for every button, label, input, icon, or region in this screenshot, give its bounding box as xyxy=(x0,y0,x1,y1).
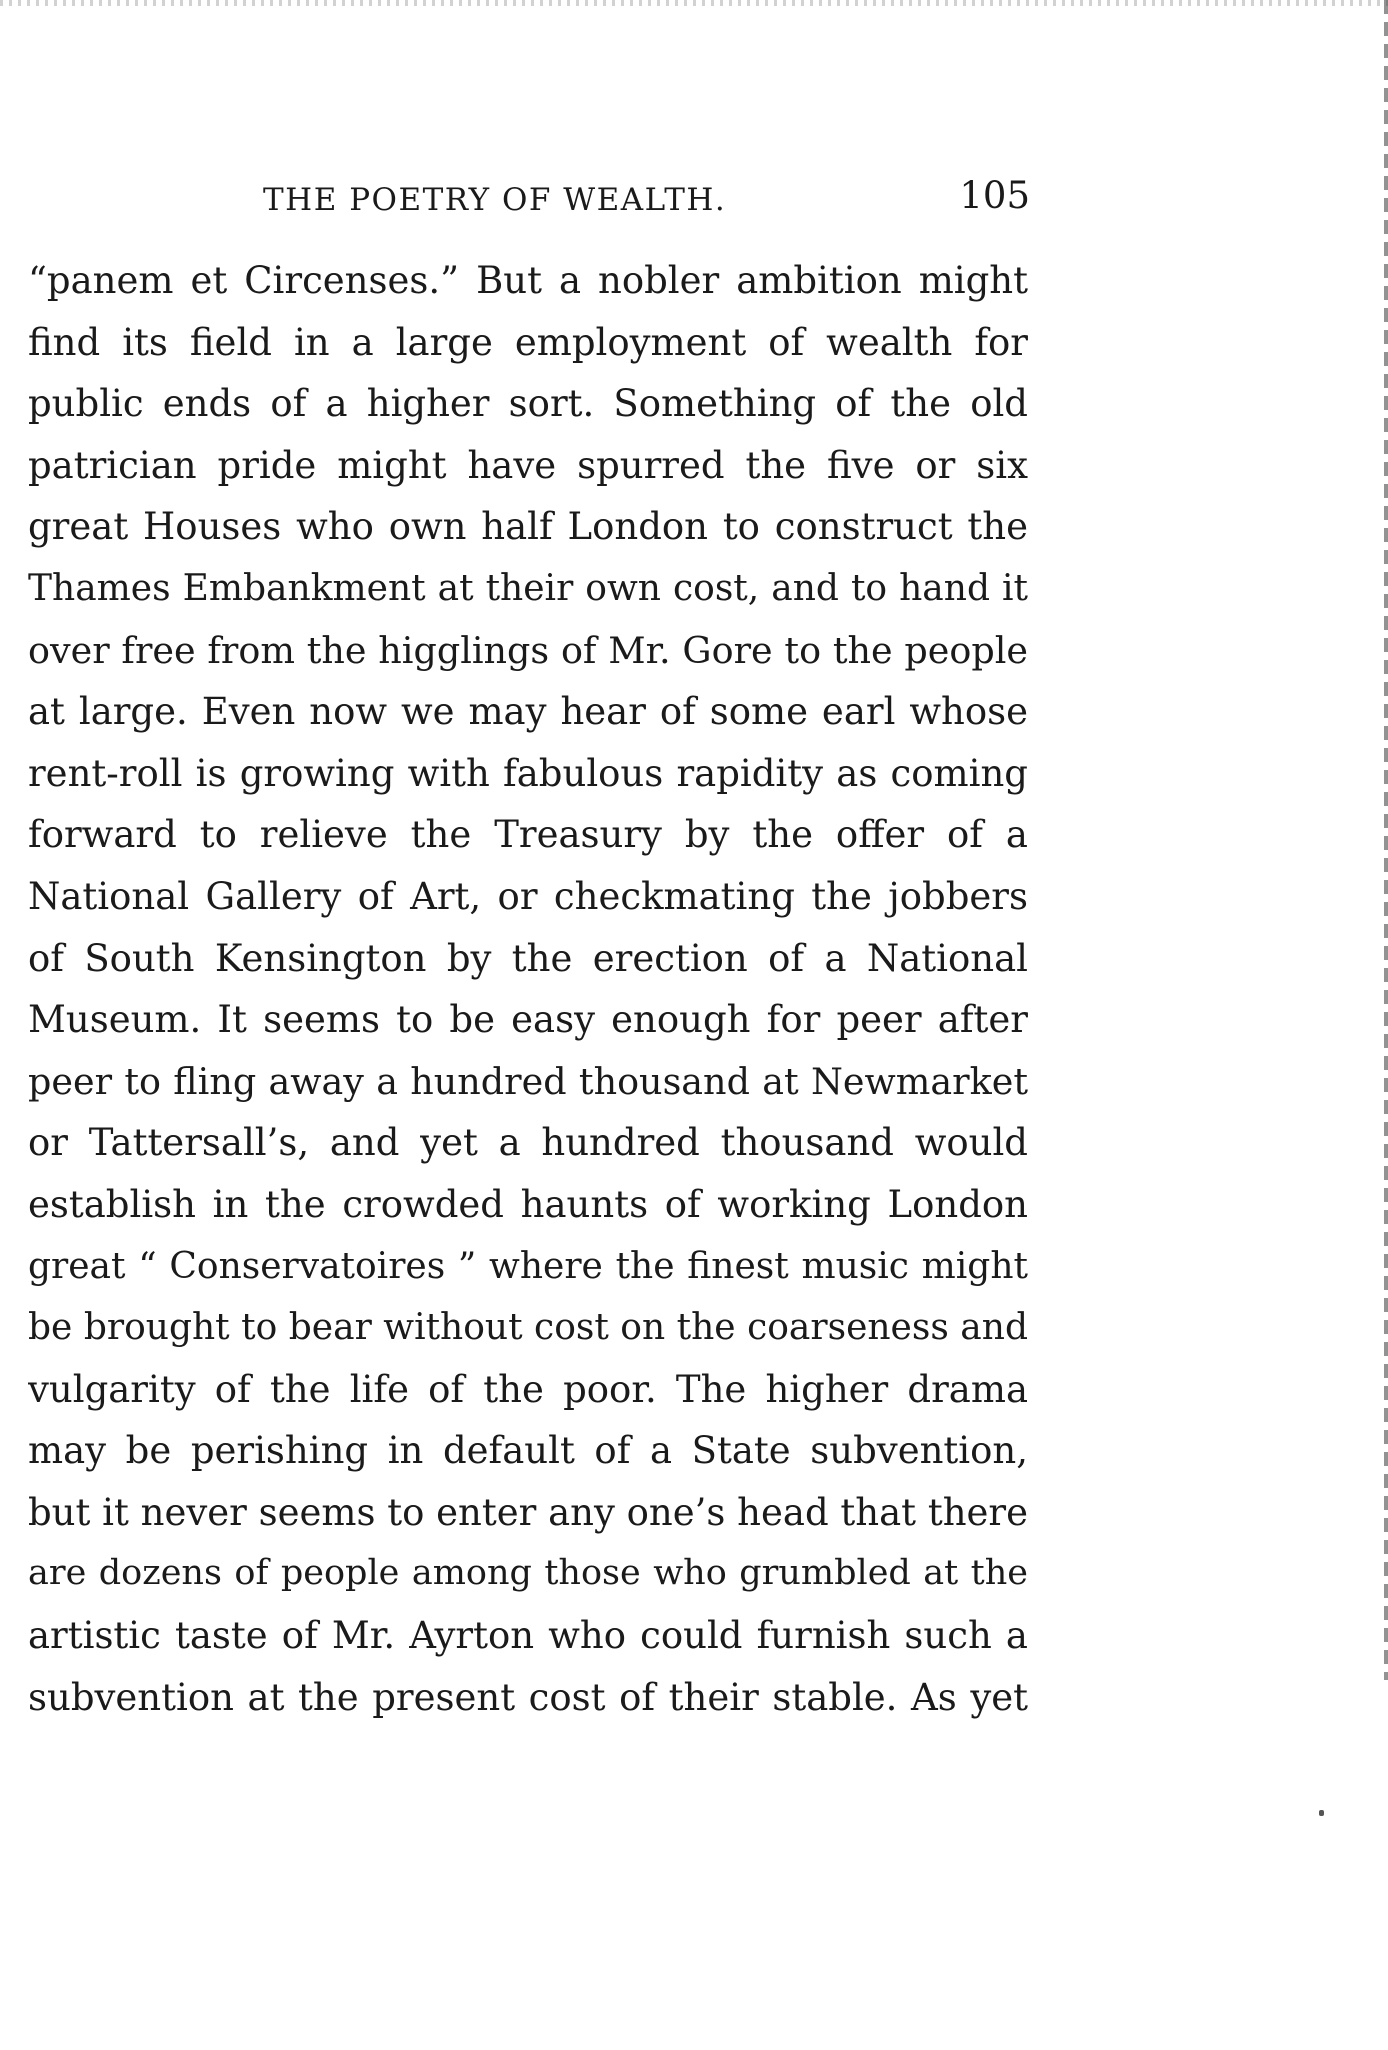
page-header xyxy=(263,172,1030,224)
text-line: or Tattersall’s, and yet a hundred thousand would xyxy=(28,1121,1028,1165)
ink-speck xyxy=(1319,1810,1324,1816)
text-line: subvention at the present cost of their stable. As yet xyxy=(28,1675,1028,1719)
text-line: at large. Even now we may hear of some earl whose xyxy=(28,690,1028,734)
text-line: patrician pride might have spurred the five or six xyxy=(28,443,1028,487)
page-number: 105 xyxy=(959,174,1030,217)
text-line: artistic taste of Mr. Ayrton who could furnish such a xyxy=(28,1614,1028,1658)
text-line: National Gallery of Art, or checkmating the jobbers xyxy=(28,874,1028,918)
text-line: rent-roll is growing with fabulous rapidity as coming xyxy=(28,751,1028,795)
page-top-edge xyxy=(0,0,1388,6)
text-line: forward to relieve the Treasury by the offer of a xyxy=(28,813,1028,857)
text-line: be brought to bear without cost on the coarseness and xyxy=(28,1307,1028,1349)
body-text xyxy=(28,250,1028,1728)
text-line: “panem et Circenses.” But a nobler ambition might xyxy=(28,259,1028,302)
text-line: Museum. It seems to be easy enough for peer after xyxy=(28,998,1028,1042)
text-line: great Houses who own half London to construct the xyxy=(28,505,1028,549)
text-line: find its field in a large employment of wealth for xyxy=(28,320,1028,364)
text-line: may be perishing in default of a State subvention, xyxy=(28,1429,1028,1473)
text-line: public ends of a higher sort. Something of the old xyxy=(28,382,1028,426)
text-line: establish in the crowded haunts of working London xyxy=(28,1182,1028,1226)
text-line: but it never seems to enter any one’s head that there xyxy=(28,1490,1028,1534)
text-line: are dozens of people among those who grumbled at the xyxy=(28,1553,1028,1594)
page-binding-edge xyxy=(1384,0,1388,1680)
text-line: Thames Embankment at their own cost, and to hand it xyxy=(28,567,1028,609)
text-line: peer to fling away a hundred thousand at Newmarket xyxy=(28,1059,1028,1103)
text-line: great “ Conservatoires ” where the finest music might xyxy=(28,1245,1028,1287)
text-line: vulgarity of the life of the poor. The higher drama xyxy=(28,1367,1028,1411)
running-title: THE POETRY OF WEALTH. xyxy=(263,182,727,218)
text-line: of South Kensington by the erection of a National xyxy=(28,936,1028,980)
text-line: over free from the higglings of Mr. Gore to the people xyxy=(28,628,1028,672)
